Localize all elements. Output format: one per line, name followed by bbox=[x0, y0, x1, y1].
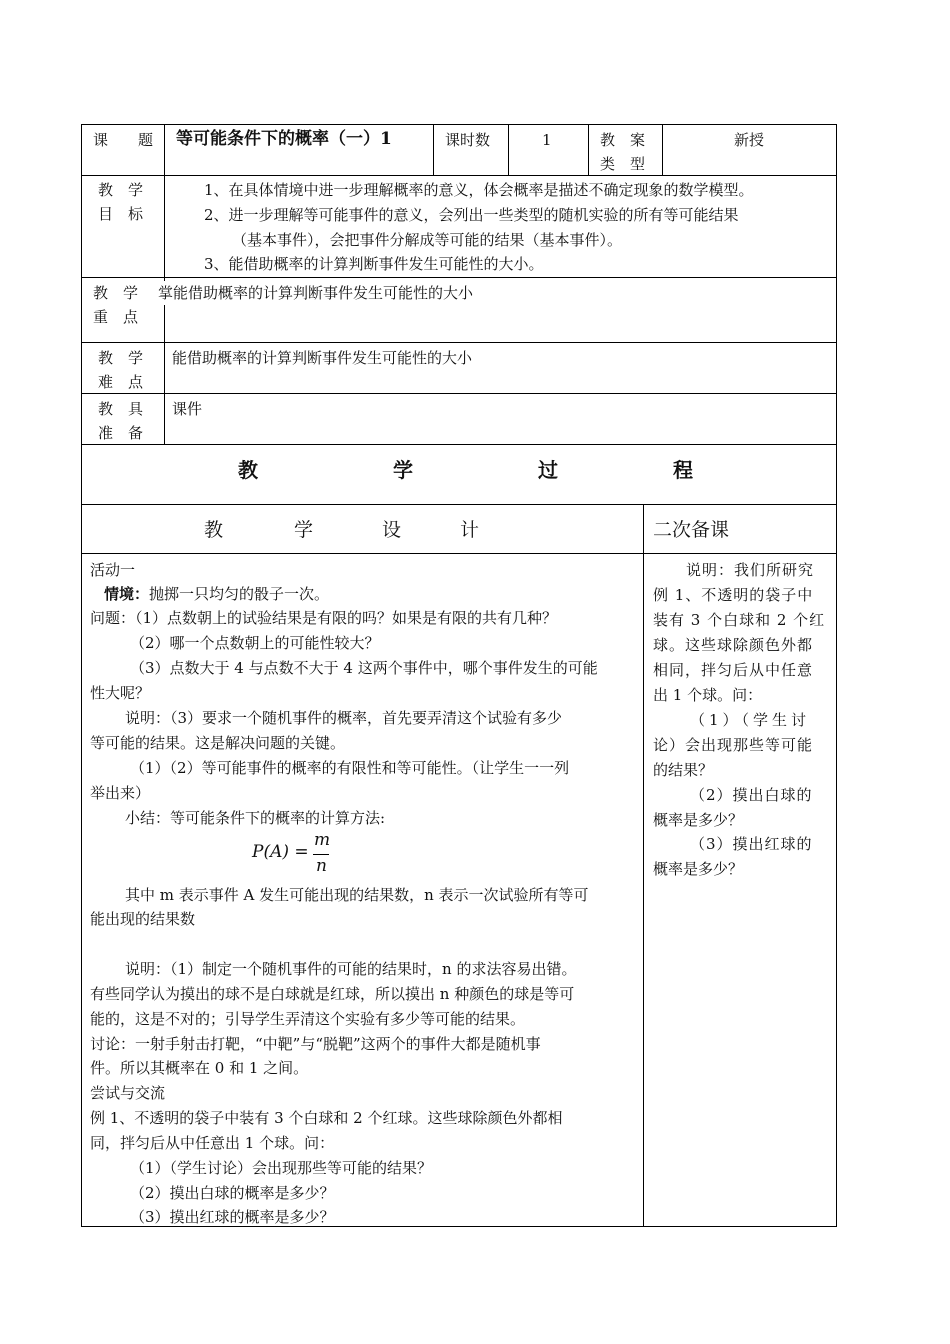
discussion-line: 讨论：一射手射击打靶，“中靶”与“脱靶”这两个的事件大都是随机事 bbox=[90, 1035, 541, 1053]
note-line: 有些同学认为摸出的球不是白球就是红球，所以摸出 n 种颜色的球是等可 bbox=[90, 985, 575, 1003]
process-title-char: 过 bbox=[538, 458, 558, 482]
design-title-char: 设 bbox=[382, 519, 402, 541]
example-line: 例 1、不透明的袋子中装有 3 个白球和 2 个红球。这些球除颜色外都相 bbox=[90, 1109, 563, 1127]
key-points-value: 掌能借助概率的计算判断事件发生可能性的大小 bbox=[158, 281, 473, 305]
topic-label: 课 题 bbox=[93, 131, 154, 149]
design-title-char: 计 bbox=[460, 519, 480, 541]
formula-lhs: P(A) = bbox=[252, 842, 309, 862]
lesson-type-value: 新授 bbox=[734, 131, 765, 149]
explanation-line: 能出现的结果数 bbox=[90, 910, 196, 928]
example-question: （1）（学生讨论）会出现那些等可能的结果？ bbox=[130, 1159, 433, 1177]
lesson-type-label: 教 案 bbox=[600, 131, 646, 149]
question-line: 性大呢？ bbox=[90, 684, 151, 702]
design-title-char: 学 bbox=[294, 519, 314, 541]
process-title-char: 学 bbox=[393, 458, 413, 482]
question-line: 问题：（1）点数朝上的试验结果是有限的吗？如果是有限的共有几种？ bbox=[90, 609, 558, 627]
fraction-bar bbox=[313, 854, 329, 855]
section-heading: 尝试与交流 bbox=[90, 1084, 166, 1102]
difficulties-value: 能借助概率的计算判断事件发生可能性的大小 bbox=[172, 349, 473, 367]
preparation-label-2: 准 备 bbox=[98, 424, 144, 442]
process-title-char: 程 bbox=[673, 458, 693, 482]
example-line: 同，拌匀后从中任意出 1 个球。问： bbox=[90, 1134, 335, 1152]
example-question: （2）摸出白球的概率是多少？ bbox=[130, 1184, 335, 1202]
difficulties-label-2: 难 点 bbox=[98, 373, 144, 391]
note-line: 等可能的结果。这是解决问题的关键。 bbox=[90, 734, 346, 752]
topic-title: 等可能条件下的概率（一）1 bbox=[176, 129, 392, 149]
goal-line: 1、在具体情境中进一步理解概率的意义，体会概率是描述不确定现象的数学模型。 bbox=[204, 181, 754, 199]
note-line: 说明：（3）要求一个随机事件的概率，首先要弄清这个试验有多少 bbox=[125, 709, 563, 727]
design-title-char: 教 bbox=[204, 519, 224, 541]
situation-label: 情境： bbox=[104, 585, 150, 603]
side-line: 的结果？ bbox=[653, 761, 714, 779]
side-line: （2）摸出白球的 bbox=[690, 786, 813, 804]
goal-line: 3、能借助概率的计算判断事件发生可能性的大小。 bbox=[204, 255, 544, 273]
formula-numerator: m bbox=[314, 830, 331, 850]
hours-label: 课时数 bbox=[445, 131, 491, 149]
key-points-label-2: 重 点 bbox=[93, 308, 139, 326]
question-line: （3）点数大于 4 与点数不大于 4 这两个事件中，哪个事件发生的可能 bbox=[130, 659, 598, 677]
note-line: 能的，这是不对的；引导学生弄清这个实验有多少等可能的结果。 bbox=[90, 1010, 526, 1028]
side-line: （3）摸出红球的 bbox=[690, 835, 813, 853]
side-line: 相同，拌匀后从中任意 bbox=[653, 661, 814, 679]
goal-line: （基本事件），会把事件分解成等可能的结果（基本事件）。 bbox=[232, 231, 623, 249]
discussion-line: 件。所以其概率在 0 和 1 之间。 bbox=[90, 1059, 309, 1077]
process-title-char: 教 bbox=[238, 458, 258, 482]
note-line: （1）（2）等可能事件的概率的有限性和等可能性。（让学生一一列 bbox=[130, 759, 570, 777]
difficulties-label: 教 学 bbox=[98, 349, 144, 367]
preparation-label: 教 具 bbox=[98, 400, 144, 418]
side-line: 出 1 个球。问： bbox=[653, 686, 763, 704]
preparation-value: 课件 bbox=[172, 400, 203, 418]
side-line: 论）会出现那些等可能 bbox=[653, 736, 814, 754]
goals-label-2: 目 标 bbox=[98, 205, 144, 223]
note-line: 举出来） bbox=[90, 784, 151, 802]
side-line: 概率是多少？ bbox=[653, 811, 744, 829]
probability-formula bbox=[252, 830, 342, 876]
situation-text: 抛掷一只均匀的骰子一次。 bbox=[149, 585, 330, 603]
side-line: 概率是多少？ bbox=[653, 860, 744, 878]
side-line: （1）（学生讨 bbox=[690, 711, 811, 729]
formula-denominator: n bbox=[316, 856, 327, 876]
goal-line: 2、进一步理解等可能事件的意义，会列出一些类型的随机实验的所有等可能结果 bbox=[204, 206, 739, 224]
side-line: 球。这些球除颜色外都 bbox=[653, 636, 814, 654]
activity-heading: 活动一 bbox=[90, 561, 136, 579]
side-line: 装有 3 个白球和 2 个红 bbox=[653, 611, 826, 629]
key-points-label: 教 学 bbox=[93, 284, 139, 302]
hours-value: 1 bbox=[542, 131, 552, 149]
note-line: 说明：（1）制定一个随机事件的可能的结果时，n 的求法容易出错。 bbox=[125, 960, 577, 978]
question-line: （2）哪一个点数朝上的可能性较大？ bbox=[130, 634, 380, 652]
example-question: （3）摸出红球的概率是多少？ bbox=[130, 1208, 335, 1226]
goals-label: 教 学 bbox=[98, 181, 144, 199]
summary-line: 小结：等可能条件下的概率的计算方法: bbox=[125, 809, 386, 827]
lesson-type-label-2: 类 型 bbox=[600, 155, 646, 173]
situation-line bbox=[104, 582, 329, 606]
side-line: 说明：我们所研究 bbox=[686, 561, 815, 579]
explanation-line: 其中 m 表示事件 A 发生可能出现的结果数，n 表示一次试验所有等可 bbox=[125, 886, 589, 904]
side-line: 例 1、不透明的袋子中 bbox=[653, 586, 814, 604]
second-prep-title: 二次备课 bbox=[653, 519, 730, 541]
